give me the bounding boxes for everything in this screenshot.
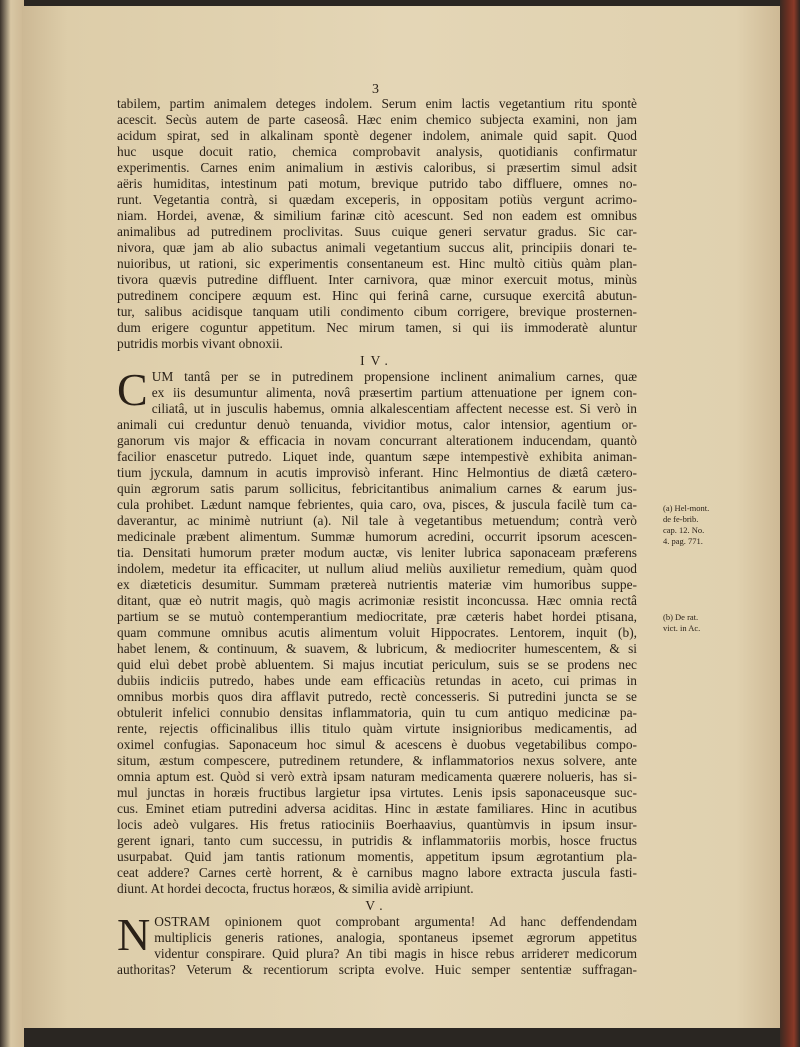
drop-cap-n: N <box>117 909 151 960</box>
book-cover-edge <box>780 0 800 1047</box>
text-line: niam. Hordei, avenæ, & similium farinæ citò acescunt. Sed non eadem est omnibus <box>117 208 637 223</box>
text-line: ciliatâ, ut in jusculis habemus, omnia alkalescentiam affectent necesse est. Si verò in <box>151 401 637 416</box>
text-line: mul junctas in horæis fructibus largietur ipsa virtutes. Lenis ipsis saponaceusque suc- <box>117 785 637 800</box>
text-line: partium se se mutuò contemperantium mediocritate, præ cæteris habet hordei ptisana, <box>117 609 637 624</box>
text-line: animali cui creduntur denuò tenuanda, vividior motus, calor intensior, agentium or- <box>117 417 637 432</box>
text-line: tabilem, partim animalem deteges indolem. Serum enim lactis vegetantium ritu spontè <box>117 96 637 111</box>
text-line: gerent ignari, tanto cum successu, in putridis & inflammatoriis morbis, hosce fructus <box>117 833 637 848</box>
text-line: UM tantâ per se in putredinem propensione inclinent animalium carnes, quæ <box>151 369 637 384</box>
text-line: dum erigere coguntur appetitum. Nec mirum tamen, si qui iis immoderatè aluntur <box>117 320 637 335</box>
text-line: usurpabat. Quid jam tantis rationum momentis, appetitum ipsum ægrotantium pla- <box>117 849 637 864</box>
section-heading-v: V. <box>365 898 389 913</box>
text-line: aëris humiditas, intestinum pati motum, brevique putrido tabo diffluere, omnes no- <box>117 176 637 191</box>
text-line: animalibus ad putredinem proclivitas. Suus cuique generi servatur gradus. Sic car- <box>117 224 637 239</box>
text-line: ex diæteticis desumitur. Summam prætereà nutrientis materiæ vim humoribus suppe- <box>117 577 637 592</box>
text-line: experimentis. Carnes enim animalium in æstivis caloribus, si præsertim simul adsit <box>117 160 637 175</box>
text-line: putredinem concipere æquum est. Hinc qui ferinâ carne, cursuque exercitâ abutun- <box>117 288 637 303</box>
text-line: omnia aptum est. Quòd si verò extrà ipsam naturam medicamenta quærere nolueris, has si- <box>117 769 637 784</box>
text-line: dubiis indiciis putredo, habes unde eam efficaciùs retundas in aceto, cui primas in <box>117 673 637 688</box>
text-line: quin ægrorum satis parum sollicitus, febricitantibus animalium carnes & earum jus- <box>117 481 637 496</box>
text-line: quam commune omnibus acutis alimentum voluit Hippocrates. Lentorem, inquit (b), <box>117 625 637 640</box>
text-line: habet lenem, & continuum, & suavem, & lubricum, & mediocriter humescentem, & si <box>117 641 637 656</box>
paragraph-2 <box>117 364 637 897</box>
text-line: oximel confugias. Saponaceum hoc simul & acescens è duobus vegetabilibus compo- <box>117 737 637 752</box>
text-line: tia. Densitati humorum præter modum auctæ, vis leniter lubrica saponaceam præferens <box>117 545 637 560</box>
text-line: indolem, medetur ita efficaciter, ut nullum aliud meliùs auxilietur remedium, quàm quod <box>117 561 637 576</box>
text-line: tivora quævis putredine diffluent. Inter carnivora, quæ minor exercuit motus, minùs <box>117 272 637 287</box>
text-line: medicinale præbent alimentum. Summæ humorum acredini, occurrit ipsorum acescen- <box>117 529 637 544</box>
text-line: facilior enascetur putredo. Liquet inde, quantum sæpe intempestivè exhibita animan- <box>117 449 637 464</box>
text-line: cus. Eminet etiam putredini adversa aciditas. Hinc in æstate familiares. Hinc in acutibus <box>117 801 637 816</box>
text-line: ganorum vis major & efficacia in novam concurrant alterationem inducendam, quantò <box>117 433 637 448</box>
text-line: nuioribus, ut rationi, sic experimentis consentaneum est. Hinc multò citiùs quàm plan- <box>117 256 637 271</box>
text-line: cula prohibet. Lædunt namque febrientes, quia caro, ova, pisces, & juscula facilè tum ca- <box>117 497 637 512</box>
text-line: OSTRAM opinionem quot comprobant argumenta! Ad hanc deffendendam <box>154 914 637 929</box>
paragraph-2-lines <box>117 364 637 897</box>
text-line: huc usque docuit ratio, chemica comprobavit analysis, quotidianis confirmatur <box>117 144 637 159</box>
text-line: obtulerit infelici connubio densitas inflammatoria, quin tu cum antiquo medicinæ pa- <box>117 705 637 720</box>
text-line: acidum spirat, sed in alkalinam spontè degener indolem, animale quid sapit. Quod <box>117 128 637 143</box>
text-line: tium jускula, damnum in acutis improvisò inferant. Hinc Helmontius de diætâ cætero- <box>117 465 637 480</box>
marginal-note-a: (a) Hel-mont. de fe-brib. cap. 12. No. 4. pag. 771. <box>663 503 710 546</box>
text-line: situm, æstum compescere, putredinem retundere, & inflammatorios nexus solvere, ante <box>117 753 637 768</box>
text-line: ex iis desumuntur alimenta, novâ præsertim partium attenuatione per ignem con- <box>151 385 637 400</box>
book-binding-edge <box>0 0 24 1047</box>
text-line: ditant, quæ eò nutrit magis, quò magis acrimoniæ resistit inconcussa. Hæc omnia rectâ <box>117 593 637 608</box>
text-line: putridis morbis vivant obnoxii. <box>117 336 283 351</box>
main-text-block <box>117 96 637 978</box>
text-line: diunt. At hordei decocta, fructus horæos, & similia avidè arripiunt. <box>117 881 474 896</box>
text-line: omnibus morbis quos dira afflavit putredo, rectè concesseris. Si putredini juncta se se <box>117 689 637 704</box>
text-line: locis adeò vulgares. His fretus ratiociniis Boerhaavius, quantùmvis in ipsum insur- <box>117 817 637 832</box>
text-line: multiplicis generis rationes, analogia, spontaneus ipsemet ægrorum appetitus <box>154 930 637 945</box>
text-line: rente, rejectis officinalibus illis titulo quàm virtute insignioribus medicamentis, ad <box>117 721 637 736</box>
text-line: authoritas? Veterum & recentiorum scripta evolve. Huic semper sententiæ suffragan- <box>117 962 637 977</box>
text-line: runt. Vegetantia contrà, si quædam exceperis, in oppositam potiùs vergunt acrimo- <box>117 192 637 207</box>
marginal-note-b: (b) De rat. vict. in Ac. <box>663 612 701 633</box>
text-line: quid eluì debet probè abluentem. Si majus incutiat periculum, suis se se prodens nec <box>117 657 637 672</box>
paragraph-3-lines <box>117 909 637 978</box>
page-number: 3 <box>372 82 379 97</box>
text-line: daverantur, ac minimè nutriunt (a). Nil tale à vegetantibus metuendum; contrà verò <box>117 513 637 528</box>
text-line: ceat addere? Carnes certè horrent, & è carnibus magno labore extracta juscula fasti- <box>117 865 637 880</box>
text-line: acescit. Secùs autem de parte caseosâ. Hæc enim chemico subjecta examini, non jam <box>117 112 637 127</box>
section-heading-iv: IV. <box>360 353 394 368</box>
paragraph-1 <box>117 96 637 352</box>
text-line: videntur conspirare. Quid plura? An tibi magis in hisce rebus arriderет medicorum <box>154 946 637 961</box>
paragraph-3 <box>117 909 637 978</box>
text-line: tur, salibus acidisque tanquam utili condimento cibum corrigere, brevique prosternen- <box>117 304 637 319</box>
text-line: nivora, quæ jam ab alio subactus animali vegetantium succus alit, principiis donari te- <box>117 240 637 255</box>
drop-cap-c: C <box>117 364 148 415</box>
